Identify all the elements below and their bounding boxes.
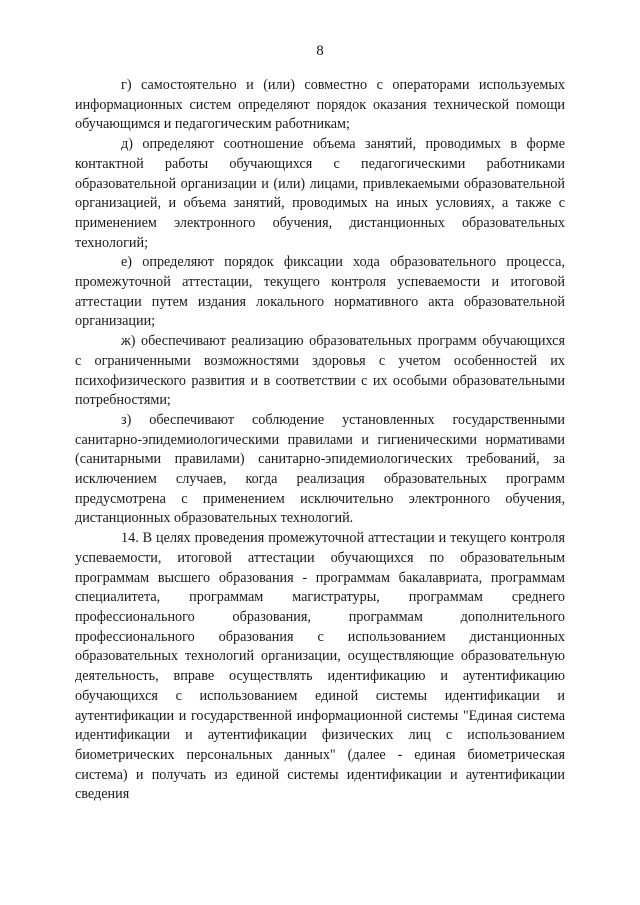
paragraph-item-e: е) определяют порядок фиксации хода образовательного процесса, промежуточной аттестации, текущего контроля успеваемости и итоговой аттестации путем издания локального нормативного акта образовательной организации; [75, 254, 565, 330]
paragraph-item-zh: ж) обеспечивают реализацию образовательных программ обучающихся с ограниченными возможностями здоровья с учетом особенностей их психофизического развития и в соответствии с их особыми образовательными потребностями; [75, 333, 565, 409]
paragraph-clause-14: 14. В целях проведения промежуточной аттестации и текущего контроля успеваемости, итоговой аттестации обучающихся по образовательным программам высшего образования - программам бакалавриата, программам специалитета, программам магистратуры, программам среднего профессионального образования, программам дополнительного профессионального образования с использованием дистанционных образовательных технологий организации, осуществляющие образовательную деятельность, вправе осуществлять идентификацию и аутентификацию обучающихся с использованием единой системы идентификации и аутентификации и государственной информационной системы "Единая система идентификации и аутентификации физических лиц с использованием биометрических персональных данных" (далее - единая биометрическая система) и получать из единой системы идентификации и аутентификации сведения [75, 530, 565, 803]
paragraph-item-d: д) определяют соотношение объема занятий, проводимых в форме контактной работы обучающихся с педагогическими работниками образовательной организации и (или) лицами, привлекаемыми образовательной организацией, и объема занятий, проводимых на иных условиях, а также с применением электронного обучения, дистанционных образовательных технологий; [75, 136, 565, 251]
paragraph-item-z: з) обеспечивают соблюдение установленных государственными санитарно-эпидемиологическими правилами и гигиеническими нормативами (санитарными правилами) санитарно-эпидемиологических требований, за исключением случаев, когда реализация образовательных программ предусмотрена с применением исключительно электронного обучения, дистанционных образовательных технологий. [75, 411, 565, 527]
document-body [75, 76, 565, 805]
paragraph-item-g: г) самостоятельно и (или) совместно с операторами используемых информационных систем определяют порядок оказания технической помощи обучающимся и педагогическим работникам; [75, 77, 565, 133]
page-number: 8 [316, 43, 324, 59]
